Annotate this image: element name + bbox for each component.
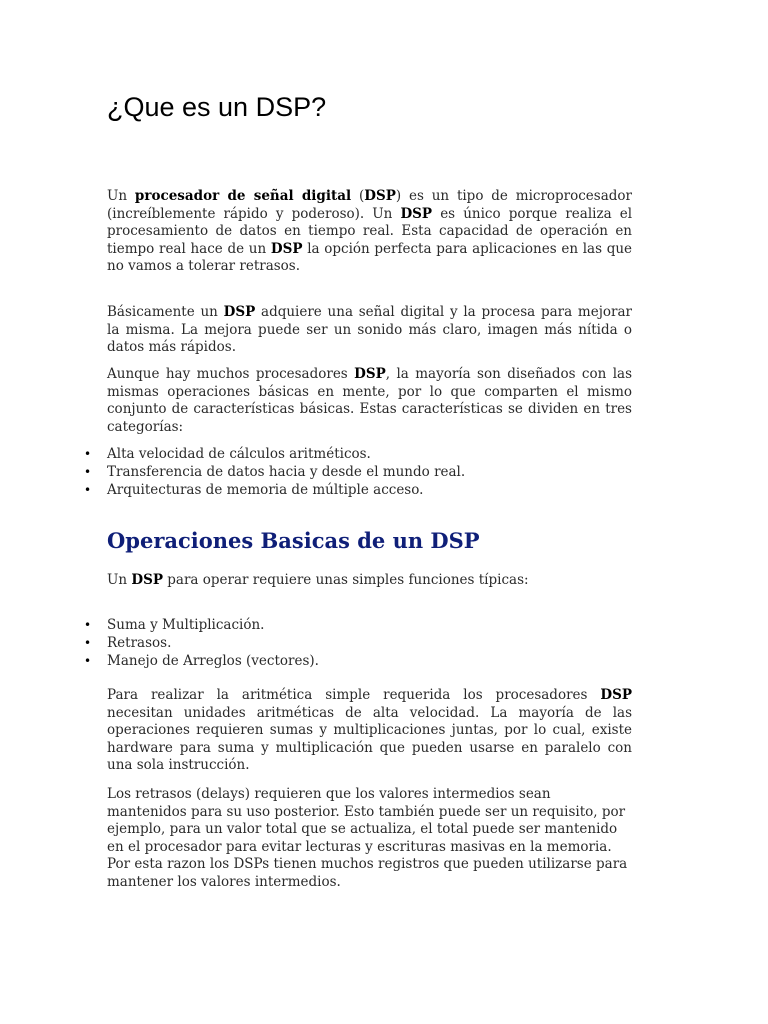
paragraph-characteristics [107,366,632,436]
characteristics-list [80,445,640,499]
list-item-text: Manejo de Arreglos (vectores). [107,653,319,669]
paragraph-arithmetic [107,687,632,775]
list-item [80,652,640,670]
text-run: es único porque realiza el procesamiento de datos en tiempo real. Esta capacidad de operación en tiempo real hace de un [107,205,633,257]
text-run: necesitan unidades aritméticas de alta velocidad. La mayoría de las operaciones requieren sumas y multiplicaciones juntas, por lo cual, existe hardware para suma y multiplicación que pueden usarse en paralelo con una sola instrucción. [107,704,632,773]
bullet-icon: • [84,618,92,632]
text-run: Un [107,188,128,204]
list-item [80,634,640,652]
text-run: ) es un tipo de microprocesador (increíblemente rápido y poderoso). Un [107,188,632,222]
bold-term: DSP [400,205,433,222]
text-run: la opción perfecta para aplicaciones en las que no vamos a tolerar retrasos. [107,240,633,274]
list-item-text: Retrasos. [107,635,172,651]
bold-term: DSP [270,240,303,257]
list-item-text: Transferencia de datos hacia y desde el mundo real. [107,464,466,480]
bullet-icon: • [84,636,92,650]
text-run: ( [358,188,365,204]
bullet-icon: • [84,465,92,479]
bold-term: DSP [223,304,256,320]
bold-term: procesador de señal digital [134,188,352,204]
paragraph-functions [107,572,632,590]
text-run: Un [107,572,128,588]
list-item-text: Suma y Multiplicación. [107,617,265,633]
bold-term: DSP [131,572,163,588]
text-run: Básicamente un [107,304,218,320]
bold-term: DSP [600,687,632,703]
page-title: ¿Que es un DSP? [107,92,327,122]
list-item [80,445,640,463]
list-item-text: Arquitecturas de memoria de múltiple acceso. [107,482,424,498]
bullet-icon: • [84,447,92,461]
section-heading: Operaciones Basicas de un DSP [107,528,480,553]
list-item [80,463,640,481]
bold-term: DSP [364,188,396,204]
text-run: Aunque hay muchos procesadores [107,366,348,382]
paragraph-basics [107,304,632,357]
functions-list [80,616,640,670]
bullet-icon: • [84,483,92,497]
text-run: para operar requiere unas simples funciones típicas: [167,572,529,588]
bullet-icon: • [84,654,92,668]
text-run: , la mayoría son diseñados con las mismas operaciones básicas en mente, por lo que comparten el mismo conjunto de características básicas. Estas características se dividen en tres categorías: [107,366,633,435]
paragraph-intro [107,188,632,276]
bold-term: DSP [354,366,386,382]
paragraph-delays: Los retrasos (delays) requieren que los valores intermedios sean mantenidos para su uso posterior. Esto también puede ser un requisito, por ejemplo, para un valor total que se actualiza, el total puede ser mantenido en el procesador para evitar lecturas y escrituras masivas en la memoria. Por esta razon los DSPs tienen muchos registros que pueden utilizarse para mantener los valores intermedios. [107,786,628,890]
text-run: Para realizar la aritmética simple requerida los procesadores [107,687,588,703]
text-run: adquiere una señal digital y la procesa para mejorar la misma. La mejora puede ser un sonido más claro, imagen más nítida o datos más rápidos. [107,304,632,355]
list-item [80,616,640,634]
list-item-text: Alta velocidad de cálculos aritméticos. [107,446,371,462]
list-item [80,481,640,499]
